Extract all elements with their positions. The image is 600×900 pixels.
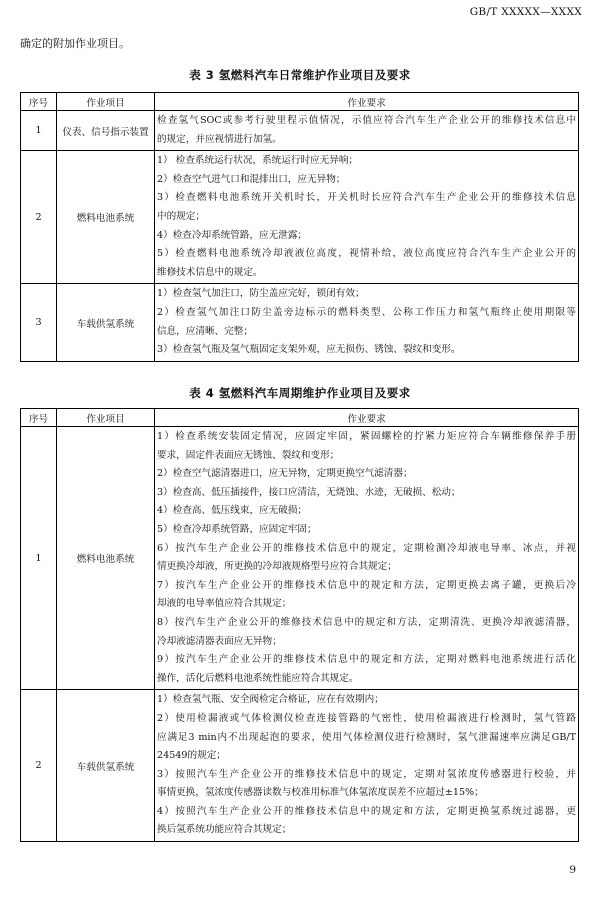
- requirement-line: 2）检查氢气加注口防尘盖旁边标示的燃料类型、公称工作压力和氢气瓶终止使用期限等: [157, 306, 576, 318]
- requirement-line: 24549的规定；: [157, 750, 226, 762]
- requirement-line: 2）使用检漏液或气体检测仪检查连接管路的气密性，使用检漏液进行检测时，氢气管路: [157, 712, 576, 724]
- requirement-line: 维修技术信息中的规定。: [157, 266, 263, 278]
- row-item: 车载供氢系统: [57, 284, 155, 361]
- requirement-line: 4）按照汽车生产企业公开的维修技术信息中的规定和方法，定期更换氢系统过滤器，更: [157, 805, 576, 817]
- header-req: 作业要求: [155, 93, 579, 111]
- row-number: 3: [21, 284, 57, 361]
- requirement-line: 6）按汽车生产企业公开的维修技术信息中的规定，定期检测冷却液电导率、冰点，并视: [157, 542, 576, 554]
- row-item: 燃料电池系统: [57, 427, 155, 690]
- row-item: 燃料电池系统: [57, 151, 155, 284]
- row-requirements: [155, 690, 579, 842]
- table-row: [21, 284, 579, 361]
- page-number: 9: [569, 864, 576, 876]
- requirement-line: 9）按汽车生产企业公开的维修技术信息中的规定和方法，定期对燃料电池系统进行活化: [157, 654, 576, 666]
- row-number: 2: [21, 151, 57, 284]
- requirement-line: 3）检查氢气瓶及氢气瓶固定支架外观，应无损伤、锈蚀、裂纹和变形。: [157, 344, 461, 356]
- header-no: 序号: [21, 93, 57, 111]
- requirement-line: 5）检查燃料电池系统冷却液液位高度，视情补给，液位高度应符合汽车生产企业公开的: [157, 248, 576, 260]
- requirement-line: 1）检查系统安装固定情况，应固定牢固，紧固螺栓的拧紧力矩应符合车辆维修保养手册: [157, 431, 576, 442]
- requirement-line: 中的规定；: [157, 210, 205, 222]
- requirement-line: 4）检查高、低压线束，应无破损；: [157, 505, 308, 517]
- requirement-line: 情更换冷却液，所更换的冷却液规格型号应符合其规定；: [157, 561, 397, 573]
- intro-text: 确定的附加作业项目。: [20, 37, 130, 50]
- requirement-line: 1）检查氢气加注口，防尘盖应完好，锁闭有效；: [157, 288, 365, 300]
- row-item: 车载供氢系统: [57, 690, 155, 842]
- table4: [20, 408, 579, 842]
- requirement-line: 1） 检查系统运行状况，系统运行时应无异响；: [157, 155, 359, 167]
- requirement-line: 冷却液滤清器表面应无异物；: [157, 635, 282, 647]
- header-no: 序号: [21, 409, 57, 427]
- header-item: 作业项目: [57, 409, 155, 427]
- table-row: [21, 690, 579, 842]
- requirement-line: 2）检查空气滤清器进口，应无异物，定期更换空气滤清器；: [157, 468, 413, 480]
- requirement-line: 的规定，并应视情进行加氢。: [157, 133, 282, 145]
- requirement-line: 3）检查高、低压插接件，接口应清洁，无烧蚀、水迹，无破损、松动；: [157, 486, 461, 498]
- row-number: 2: [21, 690, 57, 842]
- row-requirements: [155, 284, 579, 361]
- table3: [20, 92, 579, 362]
- requirement-line: 要求，固定件表面应无锈蚀、裂纹和变形；: [157, 449, 340, 461]
- requirement-line: 应满足3 min内不出现起泡的要求，使用气体检测仪进行检测时，氢气泄漏速率应满足GB/T: [157, 731, 576, 743]
- row-number: 1: [21, 111, 57, 151]
- table3-header-row: [21, 93, 579, 111]
- requirement-line: 检查氢气SOC或参考行驶里程示值情况，示值应符合汽车生产企业公开的维修技术信息中: [157, 115, 576, 126]
- table4-caption: 表 4 氢燃料汽车周期维护作业项目及要求: [189, 386, 411, 400]
- requirement-line: 信息，应清晰、完整；: [157, 325, 253, 337]
- requirement-line: 操作，活化后燃料电池系统性能应符合其规定。: [157, 672, 359, 684]
- requirement-line: 2）检查空气进气口和混排出口，应无异物；: [157, 173, 346, 185]
- table3-caption: 表 3 氢燃料汽车日常维护作业项目及要求: [189, 68, 411, 82]
- header-item: 作业项目: [57, 93, 155, 111]
- row-requirements: [155, 111, 579, 151]
- requirement-line: 5）检查冷却系统管路，应固定牢固；: [157, 523, 317, 535]
- table-row: [21, 151, 579, 284]
- requirement-line: 7）按汽车生产企业公开的维修技术信息中的规定和方法，定期更换去离子罐，更换后冷: [157, 579, 576, 591]
- requirement-line: 3）按照汽车生产企业公开的维修技术信息中的规定，定期对氢浓度传感器进行校验，并: [157, 768, 576, 780]
- row-requirements: [155, 427, 579, 690]
- requirement-line: 8）按汽车生产企业公开的维修技术信息中的规定和方法，定期清洗、更换冷却液滤清器，: [157, 616, 576, 628]
- standard-code: GB/T XXXXX—XXXX: [469, 6, 582, 18]
- requirement-line: 却液的电导率值应符合其规定；: [157, 598, 292, 610]
- header-req: 作业要求: [155, 409, 579, 427]
- requirement-line: 3）检查燃料电池系统开关机时长，开关机时长应符合汽车生产企业公开的维修技术信息: [157, 192, 576, 204]
- row-requirements: [155, 151, 579, 284]
- requirement-line: 1）检查氢气瓶、安全阀检定合格证，应在有效期内；: [157, 694, 384, 706]
- requirement-line: 事情更换，氢浓度传感器读数与校准用标准气体氢浓度误差不应超过±15%；: [157, 787, 484, 799]
- table-row: [21, 111, 579, 151]
- table-row: [21, 427, 579, 690]
- table4-header-row: [21, 409, 579, 427]
- row-item: 仪表、信号指示装置: [57, 111, 155, 151]
- requirement-line: 换后氢系统功能应符合其规定；: [157, 824, 292, 836]
- requirement-line: 4）检查冷却系统管路，应无泄露；: [157, 229, 308, 241]
- row-number: 1: [21, 427, 57, 690]
